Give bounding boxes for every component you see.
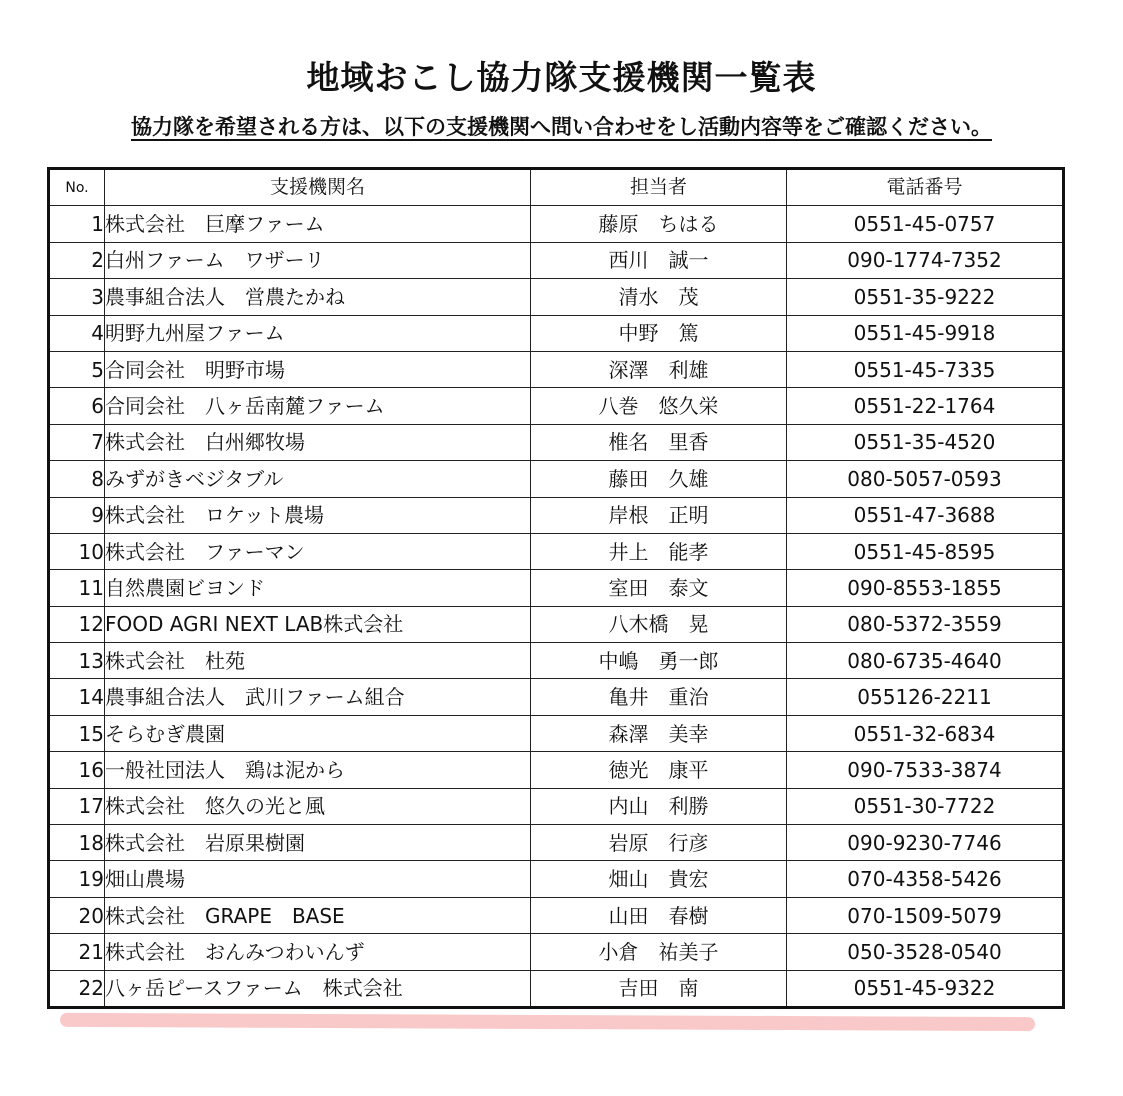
row-number: 13 [49, 643, 105, 679]
phone-number: 070-4358-5426 [787, 861, 1064, 897]
table-row [49, 788, 1064, 824]
phone-number: 055126-2211 [787, 679, 1064, 715]
phone-number: 0551-22-1764 [787, 388, 1064, 424]
organization-name: FOOD AGRI NEXT LAB株式会社 [105, 606, 531, 642]
phone-number: 0551-32-6834 [787, 715, 1064, 751]
table-row [49, 461, 1064, 497]
phone-number: 0551-45-9918 [787, 315, 1064, 351]
row-number: 11 [49, 570, 105, 606]
table-header-row [49, 169, 1064, 206]
table-row [49, 752, 1064, 788]
row-number: 8 [49, 461, 105, 497]
contact-person: 井上 能孝 [531, 533, 787, 569]
contact-person: 徳光 康平 [531, 752, 787, 788]
contact-person: 西川 誠一 [531, 242, 787, 278]
row-number: 7 [49, 424, 105, 460]
column-header-organization: 支援機関名 [105, 169, 531, 206]
organization-name: 株式会社 巨摩ファーム [105, 206, 531, 242]
row-number: 15 [49, 715, 105, 751]
contact-person: 藤原 ちはる [531, 206, 787, 242]
highlighter-stroke [60, 1013, 1035, 1031]
phone-number: 0551-30-7722 [787, 788, 1064, 824]
phone-number: 090-8553-1855 [787, 570, 1064, 606]
table-row [49, 497, 1064, 533]
page-title: 地域おこし協力隊支援機関一覧表 [306, 58, 817, 97]
phone-number: 0551-45-8595 [787, 533, 1064, 569]
contact-person: 森澤 美幸 [531, 715, 787, 751]
organization-name: 株式会社 岩原果樹園 [105, 825, 531, 861]
organization-name: そらむぎ農園 [105, 715, 531, 751]
phone-number: 080-5372-3559 [787, 606, 1064, 642]
contact-person: 吉田 南 [531, 970, 787, 1007]
phone-number: 0551-47-3688 [787, 497, 1064, 533]
organization-name: 株式会社 白州郷牧場 [105, 424, 531, 460]
phone-number: 0551-45-9322 [787, 970, 1064, 1007]
organization-name: 株式会社 GRAPE BASE [105, 897, 531, 933]
row-number: 14 [49, 679, 105, 715]
column-header-contact-person: 担当者 [531, 169, 787, 206]
table-row [49, 315, 1064, 351]
row-number: 5 [49, 351, 105, 387]
table-row [49, 934, 1064, 970]
row-number: 6 [49, 388, 105, 424]
table-row [49, 424, 1064, 460]
table-row [49, 351, 1064, 387]
table-row [49, 825, 1064, 861]
phone-number: 070-1509-5079 [787, 897, 1064, 933]
subtitle-text: 協力隊を希望される方は、以下の支援機関へ問い合わせをし活動内容等をご確認ください。 [131, 115, 992, 139]
table-row [49, 388, 1064, 424]
row-number: 3 [49, 279, 105, 315]
row-number: 4 [49, 315, 105, 351]
row-number: 22 [49, 970, 105, 1007]
row-number: 19 [49, 861, 105, 897]
contact-person: 八木橋 晃 [531, 606, 787, 642]
contact-person: 畑山 貴宏 [531, 861, 787, 897]
organization-name: みずがきベジタブル [105, 461, 531, 497]
organization-name: 合同会社 八ヶ岳南麓ファーム [105, 388, 531, 424]
contact-person: 岸根 正明 [531, 497, 787, 533]
row-number: 16 [49, 752, 105, 788]
organization-name: 一般社団法人 鶏は泥から [105, 752, 531, 788]
row-number: 1 [49, 206, 105, 242]
contact-person: 小倉 祐美子 [531, 934, 787, 970]
table-row [49, 606, 1064, 642]
contact-person: 室田 泰文 [531, 570, 787, 606]
row-number: 10 [49, 533, 105, 569]
row-number: 9 [49, 497, 105, 533]
contact-person: 椎名 里香 [531, 424, 787, 460]
organization-name: 株式会社 おんみつわいんず [105, 934, 531, 970]
phone-number: 0551-35-4520 [787, 424, 1064, 460]
contact-person: 清水 茂 [531, 279, 787, 315]
phone-number: 090-7533-3874 [787, 752, 1064, 788]
table-body [49, 206, 1064, 1008]
table-row [49, 206, 1064, 242]
contact-person: 中嶋 勇一郎 [531, 643, 787, 679]
column-header-phone: 電話番号 [787, 169, 1064, 206]
contact-person: 内山 利勝 [531, 788, 787, 824]
phone-number: 0551-45-7335 [787, 351, 1064, 387]
phone-number: 080-5057-0593 [787, 461, 1064, 497]
row-number: 17 [49, 788, 105, 824]
table-row [49, 570, 1064, 606]
contact-person: 藤田 久雄 [531, 461, 787, 497]
page-subtitle [0, 112, 1123, 142]
phone-number: 050-3528-0540 [787, 934, 1064, 970]
organization-name: 自然農園ビヨンド [105, 570, 531, 606]
column-header-no: No. [49, 169, 105, 206]
table-row [49, 970, 1064, 1007]
table-row [49, 897, 1064, 933]
phone-number: 090-1774-7352 [787, 242, 1064, 278]
organization-name: 株式会社 悠久の光と風 [105, 788, 531, 824]
table-row [49, 643, 1064, 679]
phone-number: 090-9230-7746 [787, 825, 1064, 861]
row-number: 12 [49, 606, 105, 642]
phone-number: 080-6735-4640 [787, 643, 1064, 679]
phone-number: 0551-35-9222 [787, 279, 1064, 315]
support-organizations-table [47, 167, 1065, 1009]
table-row [49, 533, 1064, 569]
table-row [49, 279, 1064, 315]
contact-person: 深澤 利雄 [531, 351, 787, 387]
table-row [49, 679, 1064, 715]
organization-name: 株式会社 ロケット農場 [105, 497, 531, 533]
organization-name: 合同会社 明野市場 [105, 351, 531, 387]
row-number: 2 [49, 242, 105, 278]
organization-name: 農事組合法人 武川ファーム組合 [105, 679, 531, 715]
table-row [49, 861, 1064, 897]
row-number: 20 [49, 897, 105, 933]
contact-person: 亀井 重治 [531, 679, 787, 715]
organization-name: 畑山農場 [105, 861, 531, 897]
row-number: 18 [49, 825, 105, 861]
contact-person: 山田 春樹 [531, 897, 787, 933]
row-number: 21 [49, 934, 105, 970]
table-row [49, 242, 1064, 278]
phone-number: 0551-45-0757 [787, 206, 1064, 242]
contact-person: 八巻 悠久栄 [531, 388, 787, 424]
contact-person: 岩原 行彦 [531, 825, 787, 861]
organization-name: 明野九州屋ファーム [105, 315, 531, 351]
table-row [49, 715, 1064, 751]
organization-name: 株式会社 杜苑 [105, 643, 531, 679]
organization-name: 株式会社 ファーマン [105, 533, 531, 569]
organization-name: 八ヶ岳ピースファーム 株式会社 [105, 970, 531, 1007]
contact-person: 中野 篤 [531, 315, 787, 351]
organization-name: 農事組合法人 営農たかね [105, 279, 531, 315]
organization-name: 白州ファーム ワザーリ [105, 242, 531, 278]
